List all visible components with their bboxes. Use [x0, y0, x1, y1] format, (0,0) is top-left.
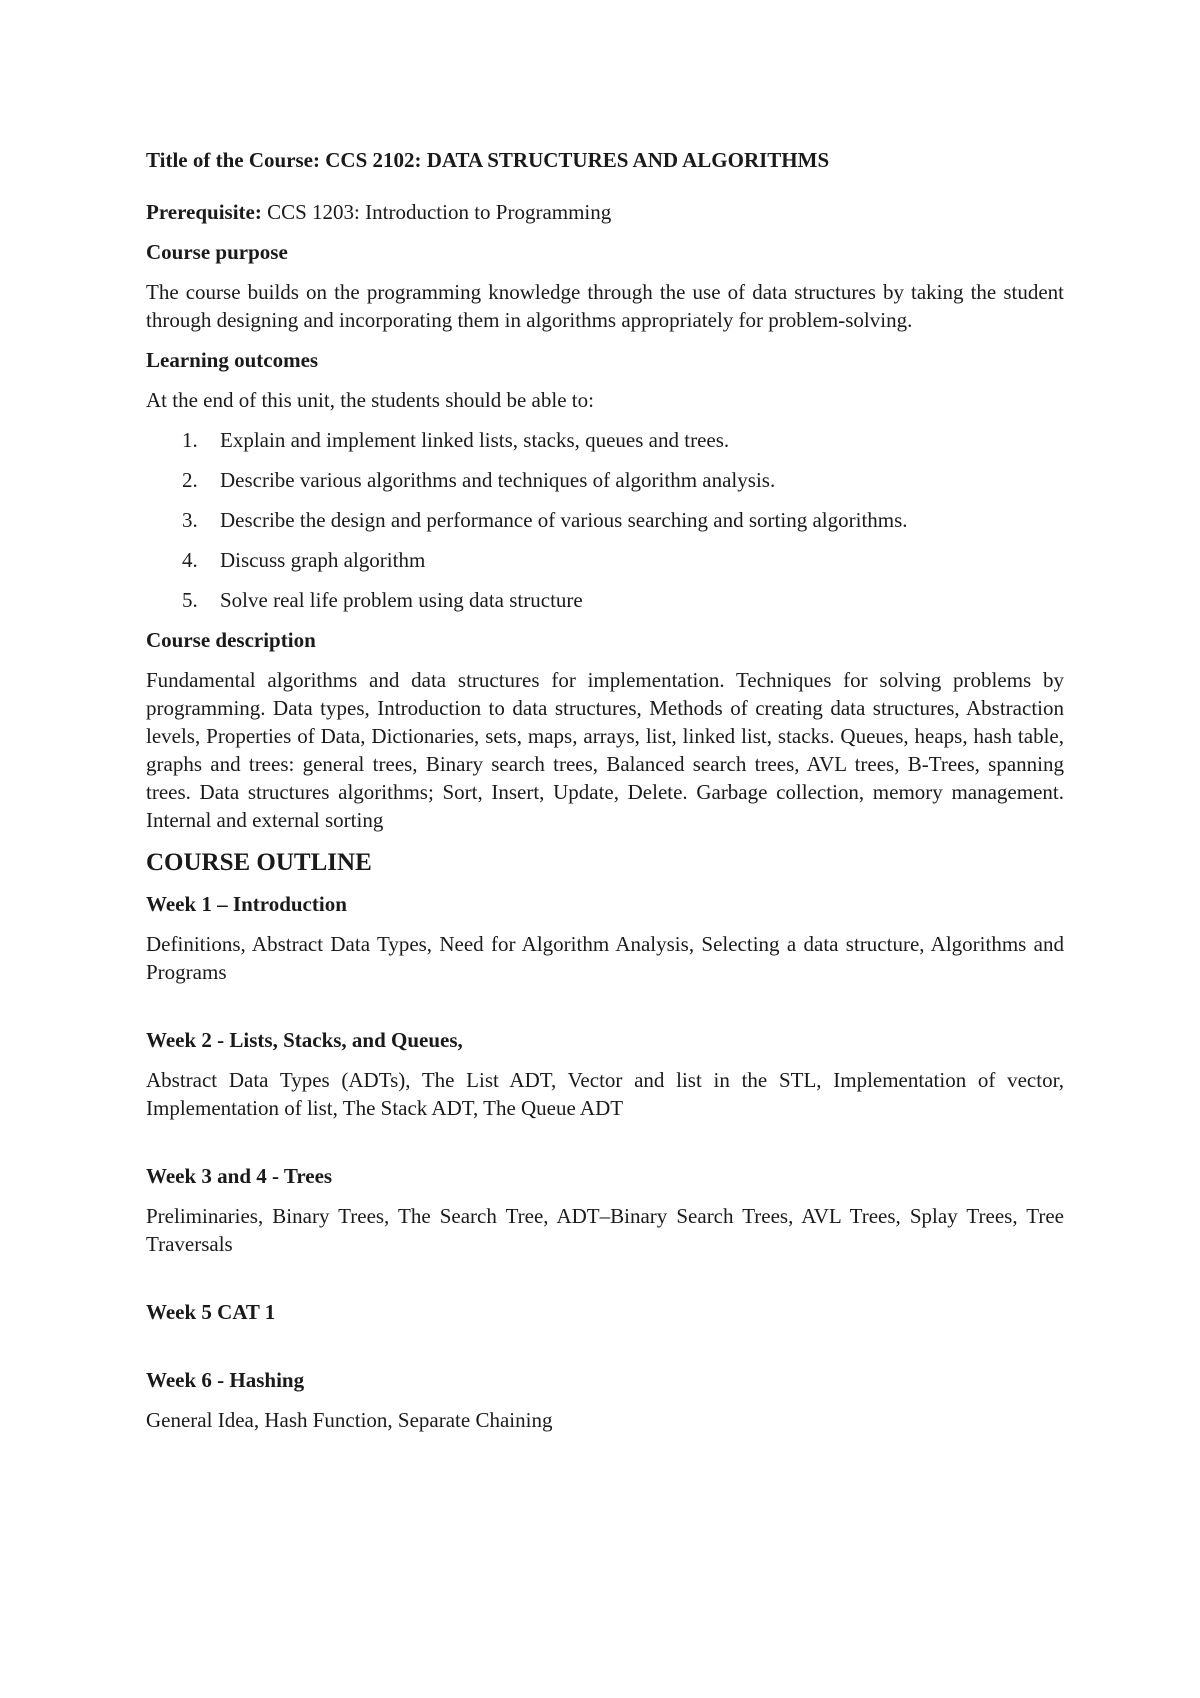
list-item-text: Describe various algorithms and techniques of algorithm analysis. [220, 468, 776, 492]
course-outline-heading: COURSE OUTLINE [146, 849, 372, 876]
list-item-number: 5. [182, 588, 198, 612]
week-3-4-body: Preliminaries, Binary Trees, The Search Tree, ADT–Binary Search Trees, AVL Trees, Splay Trees, Tree Traversals [146, 1204, 1064, 1256]
week-5-title: Week 5 CAT 1 [146, 1300, 276, 1324]
week-6-title: Week 6 - Hashing [146, 1368, 305, 1392]
list-item-text: Explain and implement linked lists, stacks, queues and trees. [220, 428, 730, 452]
week-3-4-title: Week 3 and 4 - Trees [146, 1164, 333, 1188]
course-title-line [146, 146, 1064, 174]
list-item-text: Discuss graph algorithm [220, 548, 426, 572]
prerequisite-line [146, 198, 1064, 226]
list-item-text: Solve real life problem using data structure [220, 588, 583, 612]
course-purpose-text: The course builds on the programming knowledge through the use of data structures by taking the student through designing and incorporating them in algorithms appropriately for problem-solving. [146, 280, 1064, 332]
week-1-title: Week 1 – Introduction [146, 892, 347, 916]
course-title-value: CCS 2102: DATA STRUCTURES AND ALGORITHMS [325, 148, 830, 172]
learning-outcomes-list [146, 426, 1064, 614]
list-item [146, 586, 1064, 614]
week-6-body: General Idea, Hash Function, Separate Chaining [146, 1408, 553, 1432]
list-item [146, 466, 1064, 494]
course-title-label: Title of the Course: [146, 148, 320, 172]
course-description-heading: Course description [146, 628, 316, 652]
list-item-number: 4. [182, 548, 198, 572]
list-item-text: Describe the design and performance of various searching and sorting algorithms. [220, 508, 908, 532]
prerequisite-label: Prerequisite: [146, 200, 262, 224]
list-item-number: 2. [182, 468, 198, 492]
prerequisite-value: CCS 1203: Introduction to Programming [267, 200, 612, 224]
course-description-text: Fundamental algorithms and data structures for implementation. Techniques for solving problems by programming. Data types, Introduction to data structures, Methods of creating data structures, Abstraction levels, Properties of Data, Dictionaries, sets, maps, arrays, list, linked list, stacks. Queues, heaps, hash table, graphs and trees: general trees, Binary search trees, Balanced search trees, AVL trees, B-Trees, spanning trees. Data structures algorithms; Sort, Insert, Update, Delete. Garbage collection, memory management. Internal and external sorting [146, 668, 1064, 832]
list-item-number: 3. [182, 508, 198, 532]
list-item [146, 546, 1064, 574]
week-2-body: Abstract Data Types (ADTs), The List ADT, Vector and list in the STL, Implementation of vector, Implementation of list, The Stack ADT, The Queue ADT [146, 1068, 1064, 1120]
course-purpose-heading: Course purpose [146, 240, 288, 264]
week-1-body: Definitions, Abstract Data Types, Need for Algorithm Analysis, Selecting a data structure, Algorithms and Programs [146, 932, 1064, 984]
learning-outcomes-intro: At the end of this unit, the students should be able to: [146, 388, 594, 412]
list-item [146, 506, 1064, 534]
learning-outcomes-heading: Learning outcomes [146, 348, 319, 372]
list-item-number: 1. [182, 428, 198, 452]
week-2-title: Week 2 - Lists, Stacks, and Queues, [146, 1028, 463, 1052]
list-item [146, 426, 1064, 454]
document-page [146, 146, 1064, 1474]
